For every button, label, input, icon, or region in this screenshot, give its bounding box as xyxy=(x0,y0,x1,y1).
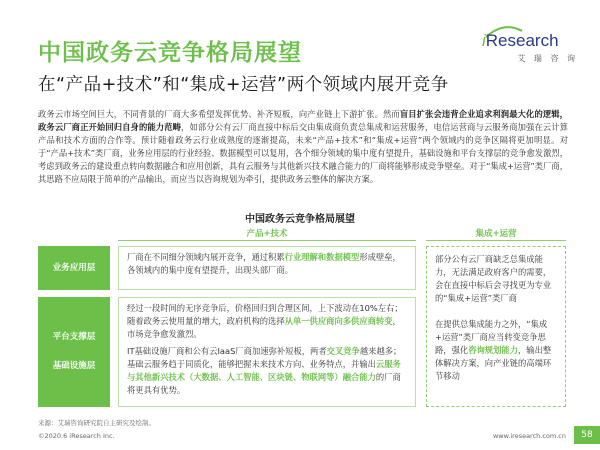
row-label-platform-layer: 平台支撑层 xyxy=(52,332,96,342)
intro-paragraph: 政务云市场空间巨大，不同背景的厂商大多希望发挥优势、补齐短板，向产业链上下游扩张。然而盲目扩张会违背企业追求利润最大化的逻辑，政务云厂商正开始回归自身的能力范畴，如部分公有云厂商直接中标后交由集成商负责总集成和运营服务，电信运营商与云服务商加强在云计算产品和技术方面的合作等。预计随着政务云行业成熟度的逐渐提高，未来“产品+技术”和“集成+运营”两个领域内的竞争区隔将更加明显。对于“产品+技术”类厂商，业务应用层的行业经验、数据模型可以复用，各个细分领域的集中度有望提升，基础设施和平台支撑层的竞争愈发激烈，考虑到政务云的建设重点转向数据融合和应用创新，具有云服务与其他新兴技术融合能力的厂商将能够形成竞争壁垒。对于“集成+运营”类厂商，其思路不应局限于简单的产品输出，而应当以咨询规划为牵引，提供政务云整体的解决方案。 xyxy=(38,109,568,184)
cell-infra-text: IT基础设施厂商和公有云IaaS厂商加速弥补短板，两者交叉竞争越来越多；基础云服务趋于同质化，能够把握未来技术方向、业务特点，并输出云服务与其他新兴技术（大数据、人工智能、区块链、物联网等）融合能力的厂商将更具有优势。 xyxy=(127,346,402,395)
logo-chinese: 艾 瑞 咨 询 xyxy=(517,54,578,63)
row-label-infra-layer: 基础设施层 xyxy=(52,361,96,371)
integration-ops-box xyxy=(426,246,566,407)
footer-copyright: ©2020.6 iResearch Inc. xyxy=(38,432,115,440)
column-header-integration-ops: 集成+运营 xyxy=(426,227,566,241)
column-header-product-tech: 产品+技术 xyxy=(118,227,416,241)
cell-platform-infra xyxy=(118,297,416,407)
integration-text-2: 在提供总集成能力之外，“集成+运营”类厂商应当转变竞争思路，强化咨询规划能力，输出整体解决方案，向产业链的高端环节移动 xyxy=(435,319,552,381)
logo-wordmark: iResearch xyxy=(482,31,559,50)
page-subtitle: 在“产品+技术”和“集成+运营”两个领域内展开竞争 xyxy=(38,75,449,95)
intro-bold: 盲目扩张会违背企业追求利润最大化的逻辑，政务云厂商正开始回归自身的能力范畴 xyxy=(38,109,568,132)
source-note: 来源：艾瑞咨询研究院自主研究及绘制。 xyxy=(38,419,155,427)
page-number: 58 xyxy=(574,426,600,444)
integration-text-1: 部分公有云厂商缺乏总集成能力，无法满足政府客户的需要，会在直接中标后会寻找更为专业的“集成+运营”类厂商 xyxy=(435,254,552,303)
footer-site: www.iresearch.com.cn xyxy=(492,432,566,440)
row-label-application-layer: 业务应用层 xyxy=(38,246,110,290)
cell-platform-text: 经过一段时间的无序竞争后，价格回归到合理区间，上下波动在10%左右；随着政务云使用量的增大，政府机构的选择从单一供应商向多供应商转变，市场竞争愈发激烈。 xyxy=(127,303,403,339)
row-label-platform-infra xyxy=(38,297,110,407)
iresearch-logo xyxy=(482,25,582,75)
page-title: 中国政务云竞争格局展望 xyxy=(38,40,302,66)
cell-application-layer: 厂商在不同细分领域内展开竞争，通过积累行业理解和数据模型形成壁垒，各领域内的集中度有望提升，出现头部厂商。 xyxy=(118,246,416,290)
chart-title: 中国政务云竞争格局展望 xyxy=(245,214,355,225)
